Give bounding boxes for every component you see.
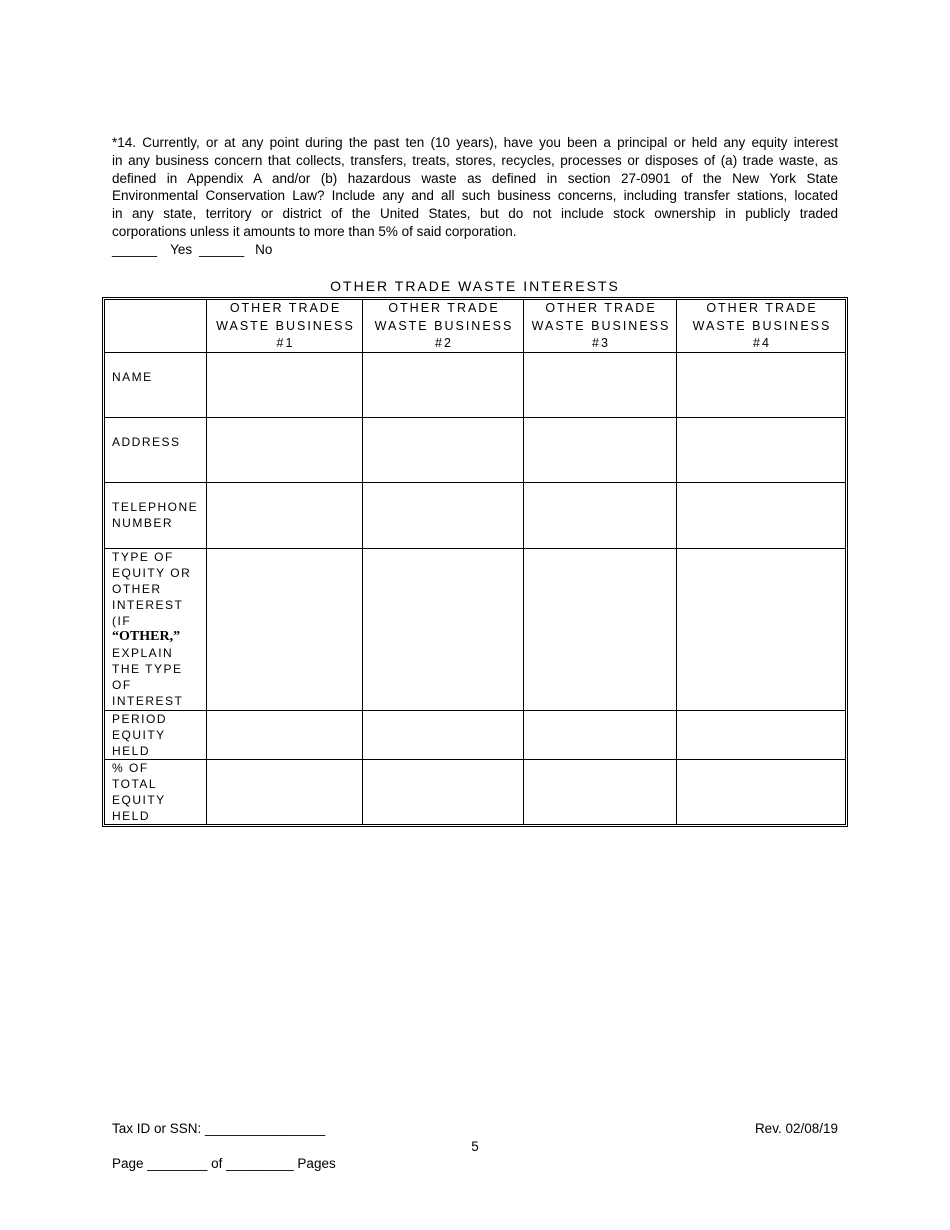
- column-header-business-4: [677, 300, 845, 353]
- question-14: [112, 134, 838, 241]
- column-header-business-1: [207, 300, 363, 353]
- column-header-business-3: [524, 300, 677, 353]
- equity-type-cell-business-3: [524, 549, 677, 711]
- yes-blank: ______: [112, 242, 158, 257]
- question-text-line: Environmental Conservation Law? Include any and all such business concerns, including transfer stations, located: [112, 188, 838, 204]
- row-label-telephone: [105, 483, 207, 549]
- row-label-line: EQUITY: [112, 793, 166, 807]
- period-held-cell-business-2: [363, 711, 524, 760]
- row-label-name: [105, 353, 207, 418]
- row-label-line: OTHER: [112, 582, 162, 596]
- telephone-cell-business-4: [677, 483, 845, 549]
- period-held-cell-business-1: [207, 711, 363, 760]
- address-cell-business-4: [677, 418, 845, 483]
- row-label-line: NAME: [112, 370, 153, 384]
- name-cell-business-4: [677, 353, 845, 418]
- period-held-cell-business-4: [677, 711, 845, 760]
- equity-type-cell-business-4: [677, 549, 845, 711]
- row-label-line: TYPE OF: [112, 550, 174, 564]
- row-label-line: EQUITY: [112, 728, 166, 742]
- row-label-line: % OF: [112, 761, 149, 775]
- row-label-line: EQUITY OR: [112, 566, 192, 580]
- yes-no-answer: [112, 241, 272, 259]
- row-label-line: TELEPHONE: [112, 500, 199, 514]
- address-cell-business-3: [524, 418, 677, 483]
- table-title: OTHER TRADE WASTE INTERESTS: [330, 278, 620, 294]
- no-blank: ______: [199, 242, 245, 257]
- row-label-line: PERIOD: [112, 712, 168, 726]
- telephone-cell-business-3: [524, 483, 677, 549]
- row-label-percent-held: [105, 760, 207, 824]
- row-label-line: INTEREST: [112, 598, 184, 612]
- yes-label: Yes: [170, 242, 193, 257]
- name-cell-business-2: [363, 353, 524, 418]
- row-label-line: HELD: [112, 744, 151, 758]
- address-cell-business-1: [207, 418, 363, 483]
- column-header-number: #4: [753, 336, 771, 350]
- row-label-equity-type: [105, 549, 207, 711]
- row-label-address: [105, 418, 207, 483]
- page-number: 5: [471, 1139, 479, 1154]
- row-label-line: HELD: [112, 809, 151, 823]
- row-label-line: ADDRESS: [112, 435, 181, 449]
- revision-date: Rev. 02/08/19: [754, 1121, 838, 1136]
- column-header-number: #2: [435, 336, 453, 350]
- row-label-line: THE TYPE: [112, 662, 183, 676]
- column-header-number: #3: [592, 336, 610, 350]
- page-count-field: Page ________ of _________ Pages: [112, 1156, 336, 1171]
- period-held-cell-business-3: [524, 711, 677, 760]
- question-text-line: corporations unless it amounts to more than 5% of said corporation.: [112, 223, 517, 239]
- equity-type-cell-business-2: [363, 549, 524, 711]
- question-text-line: *14. Currently, or at any point during the past ten (10 years), have you been a principal or held any equity interest: [112, 135, 838, 150]
- column-header-title: OTHER TRADE WASTE BUSINESS: [216, 301, 355, 333]
- percent-held-cell-business-2: [363, 760, 524, 824]
- column-header-title: OTHER TRADE WASTE BUSINESS: [692, 301, 832, 333]
- row-label-line: NUMBER: [112, 516, 174, 530]
- row-label-line: (IF: [112, 614, 132, 628]
- row-label-line: EXPLAIN: [112, 646, 174, 660]
- address-cell-business-2: [363, 418, 524, 483]
- column-header-title: OTHER TRADE WASTE BUSINESS: [531, 301, 671, 333]
- name-cell-business-1: [207, 353, 363, 418]
- question-text-line: defined in Appendix A and/or (b) hazardous waste as defined in section 27-0901 of the New York State: [112, 170, 838, 186]
- column-header-business-2: [363, 300, 524, 353]
- percent-held-cell-business-1: [207, 760, 363, 824]
- table-corner-cell: [105, 300, 207, 353]
- row-label-line: TOTAL: [112, 777, 158, 791]
- telephone-cell-business-1: [207, 483, 363, 549]
- tax-id-field: Tax ID or SSN: ________________: [112, 1121, 326, 1136]
- row-label-line-emphasis: “OTHER,”: [112, 629, 181, 644]
- question-text-line: in any state, territory or district of the United States, but do not include stock ownership in publicly traded: [112, 206, 838, 222]
- name-cell-business-3: [524, 353, 677, 418]
- row-label-line: INTEREST: [112, 694, 184, 708]
- row-label-line: OF: [112, 678, 132, 692]
- other-trade-waste-interests-table: [102, 297, 848, 827]
- percent-held-cell-business-4: [677, 760, 845, 824]
- telephone-cell-business-2: [363, 483, 524, 549]
- no-label: No: [255, 242, 273, 257]
- column-header-title: OTHER TRADE WASTE BUSINESS: [374, 301, 514, 333]
- column-header-number: #1: [276, 336, 295, 350]
- row-label-period-held: [105, 711, 207, 760]
- percent-held-cell-business-3: [524, 760, 677, 824]
- equity-type-cell-business-1: [207, 549, 363, 711]
- question-text-line: in any business concern that collects, transfers, treats, stores, recycles, processes or disposes of (a) trade waste, as: [112, 152, 838, 168]
